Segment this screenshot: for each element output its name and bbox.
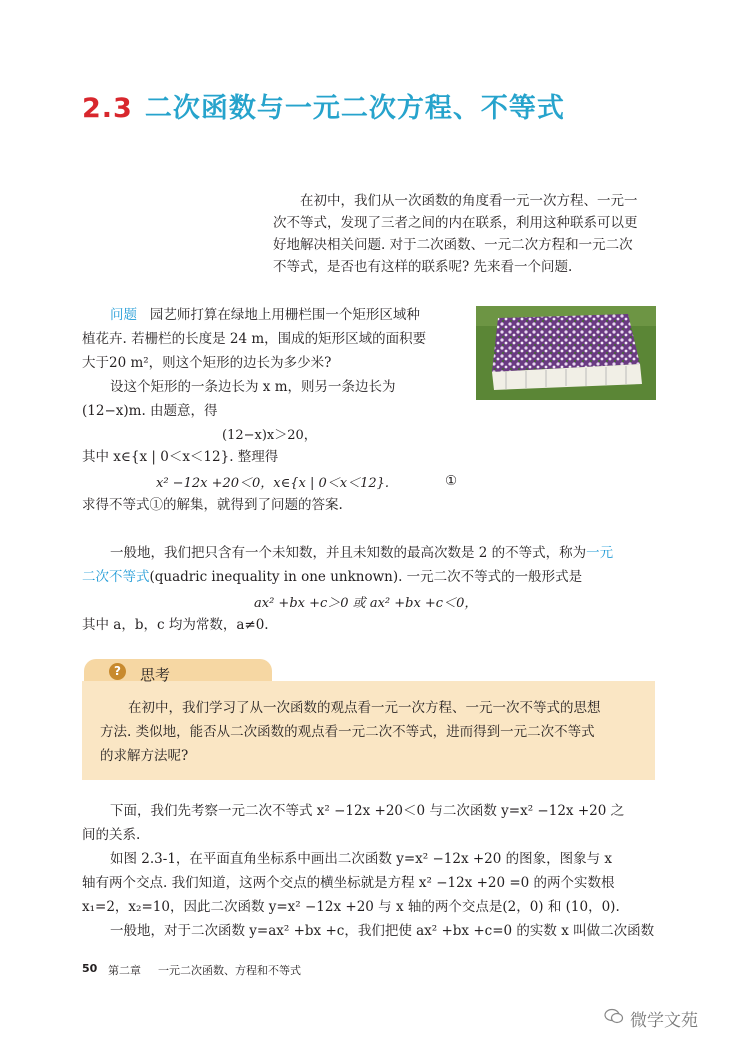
problem-conclusion: 求得不等式①的解集，就得到了问题的答案. — [82, 497, 343, 513]
body-line: 轴有两个交点. 我们知道，这两个交点的横坐标就是方程 x² −12x +20 =0 的两个实数根 — [82, 875, 615, 891]
problem-line: 其中 x∈{x | 0＜x＜12}. 整理得 — [82, 449, 279, 465]
definition-keyword: 一元 — [586, 545, 614, 561]
section-title-text: 二次函数与一元二次方程、不等式 — [144, 93, 565, 124]
body-line: 间的关系. — [82, 827, 141, 843]
equation-2: x² −12x +20＜0，x∈{x | 0＜x＜12}. — [156, 476, 390, 491]
definition-line-1 — [110, 544, 613, 562]
thinking-line: 的求解方法呢? — [100, 748, 189, 764]
definition-note: 其中 a，b，c 均为常数，a≠0. — [82, 617, 269, 633]
intro-line: 不等式，是否也有这样的联系呢? 先来看一个问题. — [273, 259, 573, 275]
chapter-label: 第二章 — [108, 964, 141, 977]
definition-text: 一般地，我们把只含有一个未知数，并且未知数的最高次数是 2 的不等式，称为 — [110, 545, 587, 561]
problem-line: (12−x)m. 由题意，得 — [82, 403, 218, 419]
body-line: 如图 2.3-1，在平面直角坐标系中画出二次函数 y=x² −12x +20 的图象，图象与 x — [110, 851, 613, 867]
general-form-formula: ax² +bx +c＞0 或 ax² +bx +c＜0， — [254, 596, 478, 611]
flower-bed-image — [476, 306, 656, 400]
chapter-title: 一元二次函数、方程和不等式 — [158, 964, 301, 977]
body-line: x₁=2，x₂=10，因此二次函数 y=x² −12x +20 与 x 轴的两个交点是(2，0) 和 (10，0). — [82, 899, 620, 915]
page-number: 50 — [82, 962, 98, 975]
section-number: 2.3 — [82, 93, 133, 124]
problem-label: 问题 — [110, 307, 137, 323]
watermark: 微学文苑 — [630, 1011, 698, 1031]
intro-line: 次不等式，发现了三者之间的内在联系，利用这种联系可以更 — [273, 215, 638, 231]
intro-line: 好地解决相关问题. 对于二次函数、一元二次方程和一元二次 — [273, 237, 633, 253]
wechat-icon — [604, 1008, 624, 1024]
thinking-line: 方法. 类似地，能否从二次函数的观点看一元二次不等式，进而得到一元二次不等式 — [100, 724, 595, 740]
problem-line-1 — [110, 306, 420, 324]
equation-marker: ① — [445, 473, 458, 489]
intro-line: 在初中，我们从一次函数的角度看一元一次方程、一元一 — [300, 193, 638, 209]
problem-line: 设这个矩形的一条边长为 x m，则另一条边长为 — [110, 379, 396, 395]
problem-line: 大于20 m²，则这个矩形的边长为多少米? — [82, 355, 332, 371]
problem-text: 园艺师打算在绿地上用栅栏围一个矩形区域种 — [149, 307, 420, 323]
equation-1: (12−x)x＞20， — [222, 428, 317, 443]
body-line: 一般地，对于二次函数 y=ax² +bx +c，我们把使 ax² +bx +c=0 的实数 x 叫做二次函数 — [110, 923, 655, 939]
thinking-line: 在初中，我们学习了从一次函数的观点看一元一次方程、一元一次不等式的思想 — [128, 700, 601, 716]
thinking-title: 思考 — [140, 666, 171, 684]
question-icon: ? — [109, 663, 126, 680]
definition-line-2 — [82, 568, 582, 586]
section-title — [82, 86, 565, 125]
body-line: 下面，我们先考察一元二次不等式 x² −12x +20＜0 与二次函数 y=x² −12x +20 之 — [110, 803, 625, 819]
definition-keyword: 二次不等式 — [82, 569, 150, 585]
problem-line: 植花卉. 若栅栏的长度是 24 m，围成的矩形区域的面积要 — [82, 331, 427, 347]
definition-text: (quadric inequality in one unknown). 一元二次不等式的一般形式是 — [149, 569, 583, 585]
